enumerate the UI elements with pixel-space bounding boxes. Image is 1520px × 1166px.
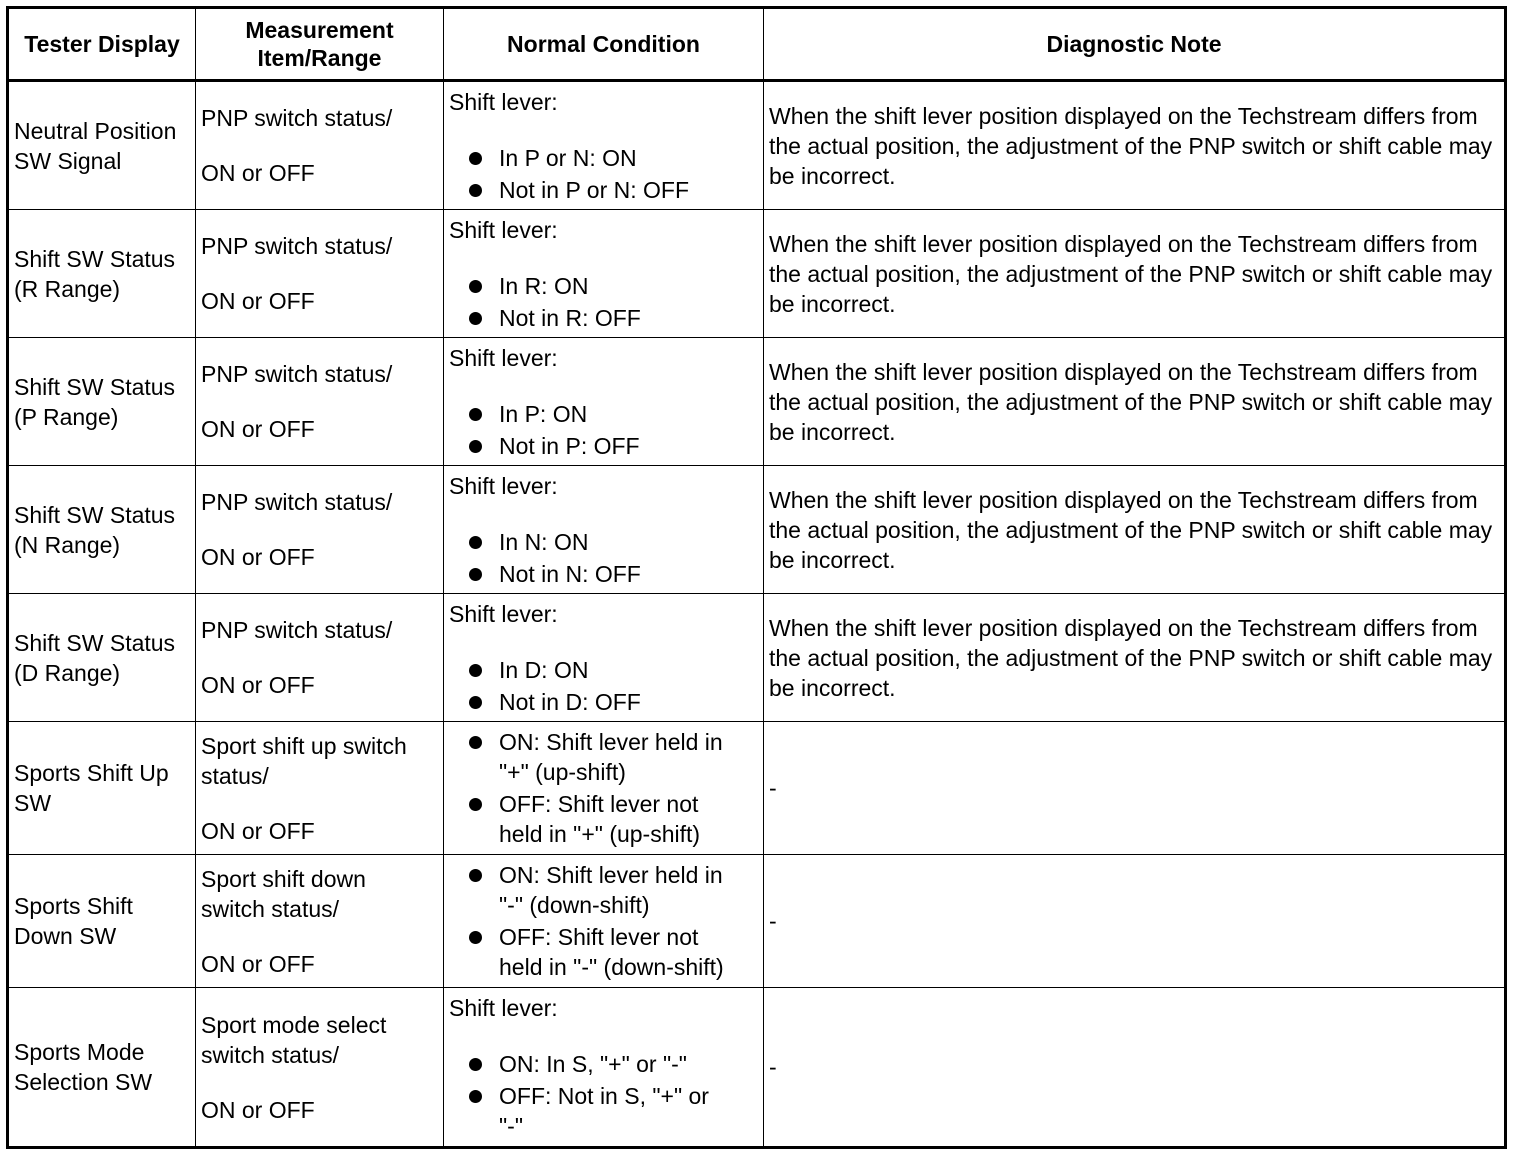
normal-condition-cell (444, 210, 764, 338)
normal-condition-cell (444, 722, 764, 855)
bullet-icon (469, 696, 482, 709)
table-row (8, 81, 1506, 210)
list-item: Not in D: OFF (449, 687, 758, 717)
tester-display-cell: Shift SW Status (R Range) (8, 210, 196, 338)
normal-condition-cell (444, 81, 764, 210)
table-row (8, 722, 1506, 855)
table-row (8, 210, 1506, 338)
list-item: Not in P or N: OFF (449, 175, 758, 205)
list-item: In P: ON (449, 399, 758, 429)
list-item: In N: ON (449, 527, 758, 557)
measurement-range: ON or OFF (201, 817, 315, 844)
condition-list (449, 727, 758, 849)
measurement-item: PNP switch status/ (201, 233, 393, 259)
measurement-cell (196, 466, 444, 594)
diagnostic-table (6, 6, 1507, 1149)
diagnostic-note-cell: When the shift lever position displayed on the Techstream differs from the actual position, the adjustment of the PNP switch or shift cable may be incorrect. (764, 338, 1506, 466)
bullet-icon (469, 152, 482, 165)
tester-display-cell: Shift SW Status (N Range) (8, 466, 196, 594)
header-normal-condition: Normal Condition (444, 8, 764, 81)
tester-display-cell: Sports Shift Down SW (8, 855, 196, 988)
shift-lever-label: Shift lever: (449, 472, 558, 499)
measurement-cell (196, 988, 444, 1148)
header-diagnostic-note: Diagnostic Note (764, 8, 1506, 81)
bullet-icon (469, 568, 482, 581)
bullet-icon (469, 312, 482, 325)
list-item: OFF: Shift lever not held in "+" (up-shift) (449, 789, 758, 849)
list-item: Not in P: OFF (449, 431, 758, 461)
measurement-item: Sport shift up switch status/ (201, 732, 407, 789)
table-row (8, 466, 1506, 594)
condition-list (449, 399, 758, 461)
bullet-icon (469, 798, 482, 811)
measurement-item: PNP switch status/ (201, 105, 393, 131)
bullet-icon (469, 1058, 482, 1071)
measurement-cell (196, 855, 444, 988)
measurement-range: ON or OFF (201, 1096, 315, 1123)
measurement-cell (196, 338, 444, 466)
diagnostic-note-cell: - (764, 722, 1506, 855)
tester-display-cell: Shift SW Status (D Range) (8, 594, 196, 722)
list-item: ON: Shift lever held in "-" (down-shift) (449, 860, 758, 920)
shift-lever-label: Shift lever: (449, 344, 558, 371)
condition-list (449, 143, 758, 205)
bullet-icon (469, 440, 482, 453)
list-item: In P or N: ON (449, 143, 758, 173)
measurement-cell (196, 81, 444, 210)
shift-lever-label: Shift lever: (449, 600, 558, 627)
normal-condition-cell (444, 338, 764, 466)
list-item: OFF: Shift lever not held in "-" (down-shift) (449, 922, 758, 982)
diagnostic-note-cell: - (764, 855, 1506, 988)
normal-condition-cell (444, 988, 764, 1148)
header-tester-display: Tester Display (8, 8, 196, 81)
measurement-cell (196, 722, 444, 855)
tester-display-cell: Shift SW Status (P Range) (8, 338, 196, 466)
bullet-icon (469, 931, 482, 944)
bullet-icon (469, 184, 482, 197)
table-row (8, 338, 1506, 466)
list-item: In D: ON (449, 655, 758, 685)
bullet-icon (469, 664, 482, 677)
measurement-item: Sport mode select switch status/ (201, 1011, 387, 1068)
measurement-range: ON or OFF (201, 672, 315, 698)
shift-lever-label: Shift lever: (449, 995, 558, 1021)
tester-display-cell: Sports Shift Up SW (8, 722, 196, 855)
condition-list (449, 271, 758, 333)
normal-condition-cell (444, 594, 764, 722)
bullet-icon (469, 736, 482, 749)
measurement-item: PNP switch status/ (201, 361, 393, 387)
diagnostic-note-cell: When the shift lever position displayed on the Techstream differs from the actual position, the adjustment of the PNP switch or shift cable may be incorrect. (764, 210, 1506, 338)
bullet-icon (469, 280, 482, 293)
bullet-icon (469, 536, 482, 549)
header-row (8, 8, 1506, 81)
measurement-cell (196, 210, 444, 338)
condition-list (449, 655, 758, 717)
table-row (8, 988, 1506, 1148)
list-item: In R: ON (449, 271, 758, 301)
shift-lever-label: Shift lever: (449, 216, 558, 243)
diagnostic-note-cell: When the shift lever position displayed on the Techstream differs from the actual position, the adjustment of the PNP switch or shift cable may be incorrect. (764, 81, 1506, 210)
diagnostic-note-cell: When the shift lever position displayed on the Techstream differs from the actual position, the adjustment of the PNP switch or shift cable may be incorrect. (764, 466, 1506, 594)
header-measurement: Measurement Item/Range (196, 8, 444, 81)
normal-condition-cell (444, 466, 764, 594)
table-row (8, 855, 1506, 988)
list-item: Not in R: OFF (449, 303, 758, 333)
measurement-cell (196, 594, 444, 722)
condition-list (449, 860, 758, 982)
measurement-range: ON or OFF (201, 950, 315, 977)
diagnostic-note-cell: - (764, 988, 1506, 1148)
measurement-range: ON or OFF (201, 288, 315, 314)
table-row (8, 594, 1506, 722)
list-item: ON: Shift lever held in "+" (up-shift) (449, 727, 758, 787)
measurement-item: Sport shift down switch status/ (201, 865, 366, 922)
shift-lever-label: Shift lever: (449, 88, 558, 115)
measurement-item: PNP switch status/ (201, 489, 393, 515)
normal-condition-cell (444, 855, 764, 988)
list-item: OFF: Not in S, "+" or "-" (449, 1081, 758, 1141)
bullet-icon (469, 1090, 482, 1103)
bullet-icon (469, 869, 482, 882)
condition-list (449, 527, 758, 589)
bullet-icon (469, 408, 482, 421)
measurement-item: PNP switch status/ (201, 617, 393, 643)
tester-display-cell: Neutral Position SW Signal (8, 81, 196, 210)
diagnostic-note-cell: When the shift lever position displayed on the Techstream differs from the actual position, the adjustment of the PNP switch or shift cable may be incorrect. (764, 594, 1506, 722)
list-item: ON: In S, "+" or "-" (449, 1049, 758, 1079)
tester-display-cell: Sports Mode Selection SW (8, 988, 196, 1148)
condition-list (449, 1049, 758, 1141)
list-item: Not in N: OFF (449, 559, 758, 589)
measurement-range: ON or OFF (201, 544, 315, 570)
measurement-range: ON or OFF (201, 416, 315, 442)
measurement-range: ON or OFF (201, 160, 315, 186)
